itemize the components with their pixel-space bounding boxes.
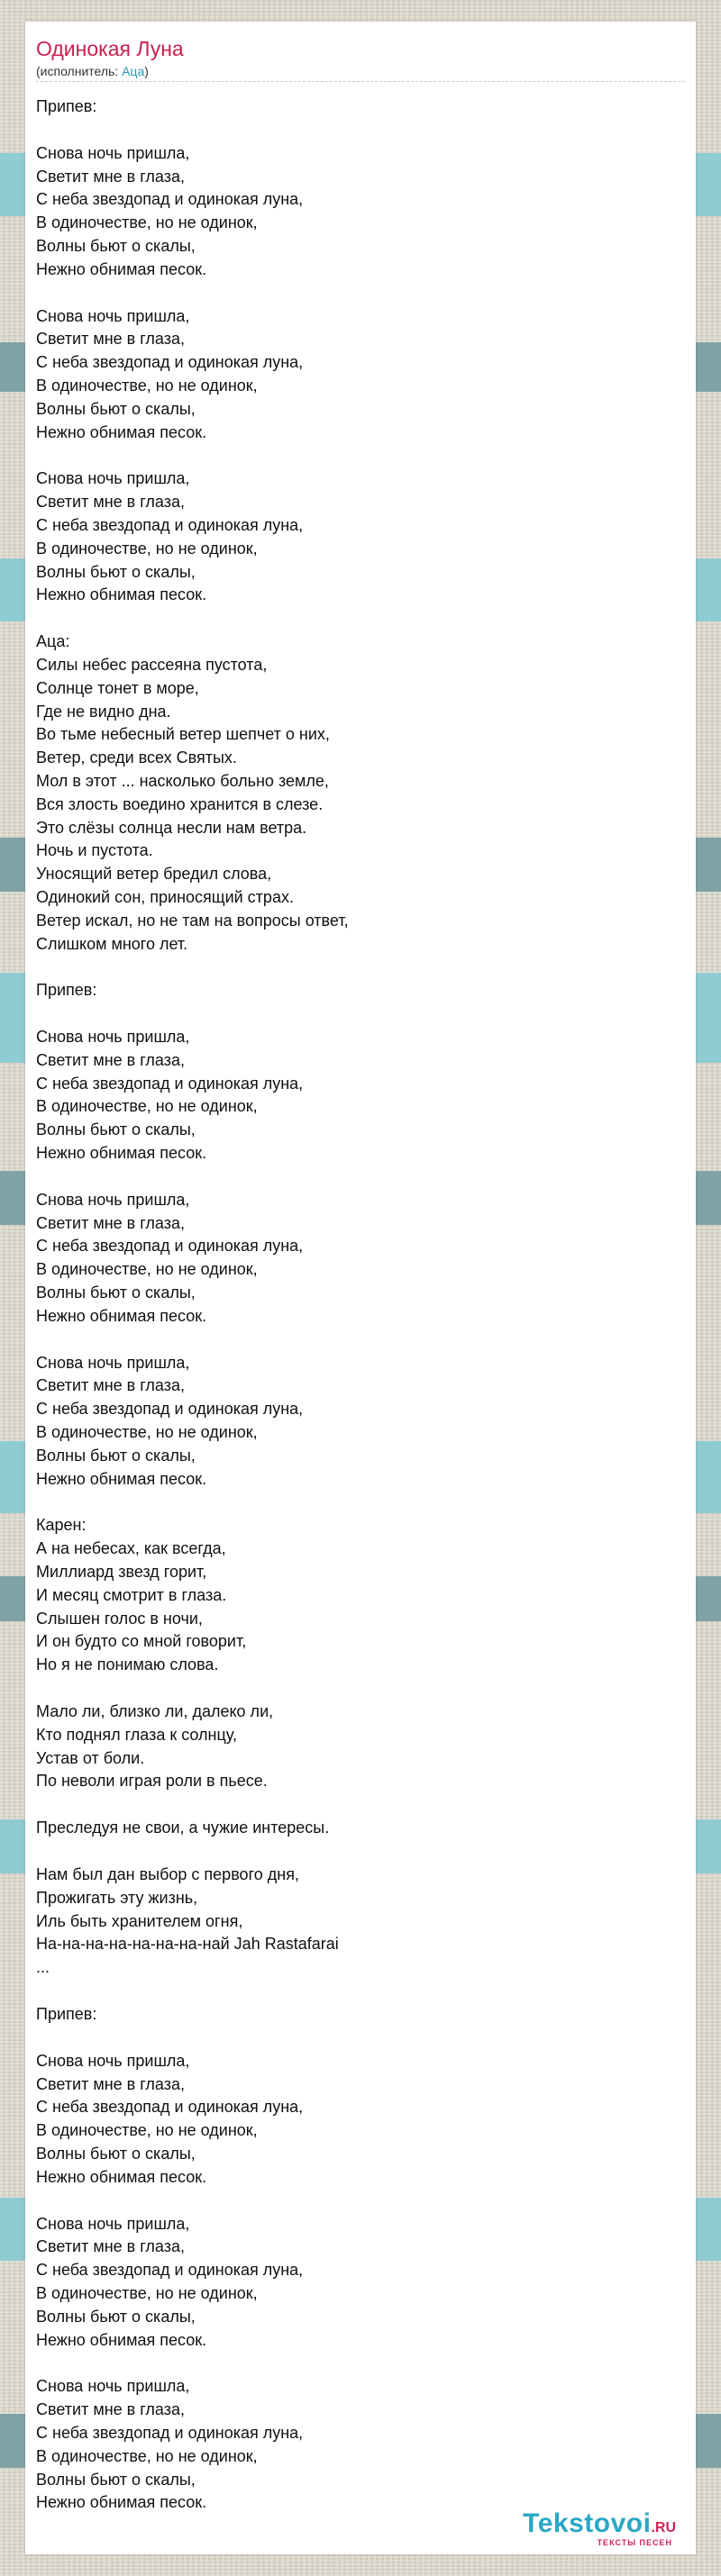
performer-prefix: (исполнитель: — [36, 64, 123, 78]
lyric-line: Нежно обнимая песок. — [36, 2493, 207, 2512]
lyric-line: Волны бьют о скалы, — [36, 2307, 196, 2326]
lyrics-stanza — [36, 305, 667, 445]
lyric-line: Карен: — [36, 1516, 87, 1535]
lyrics-stanza — [36, 1817, 667, 1840]
lyrics-stanza — [36, 95, 667, 119]
lyric-line: В одиночестве, но не одинок, — [36, 1097, 258, 1116]
lyric-line: Снова ночь пришла, — [36, 1028, 190, 1047]
lyric-line: Снова ночь пришла, — [36, 1190, 190, 1209]
lyric-line: Одинокий сон, приносящий страх. — [36, 887, 294, 906]
lyric-line: Уносящий ветер бредил слова, — [36, 865, 272, 884]
lyric-line: В одиночестве, но не одинок, — [36, 539, 258, 558]
song-title: Одинокая Луна — [36, 37, 184, 60]
lyrics-stanza — [36, 2375, 667, 2515]
lyric-line: С неба звездопад и одинокая луна, — [36, 515, 304, 534]
lyric-line: Ночь и пустота. — [36, 841, 153, 860]
logo-tagline: ТЕКСТЫ ПЕСЕН — [597, 2538, 672, 2547]
lyric-line: На-на-на-на-на-на-на-най Jah Rastafarai — [36, 1935, 339, 1954]
lyric-line: Снова ночь пришла, — [36, 306, 190, 325]
lyric-line: Нежно обнимая песок. — [36, 2330, 207, 2349]
lyric-line: И месяц смотрит в глаза. — [36, 1585, 227, 1604]
lyric-line: Волны бьют о скалы, — [36, 236, 196, 255]
lyric-line: С неба звездопад и одинокая луна, — [36, 353, 304, 372]
logo-name: Tekstovoi — [523, 2508, 652, 2538]
lyrics-stanza — [36, 2050, 667, 2190]
lyric-line: Снова ночь пришла, — [36, 143, 190, 162]
lyric-line: В одиночестве, но не одинок, — [36, 2121, 258, 2140]
lyric-line: Нежно обнимая песок. — [36, 259, 207, 278]
lyric-line: В одиночестве, но не одинок, — [36, 1260, 258, 1279]
lyric-line: Светит мне в глаза, — [36, 167, 185, 186]
performer-link[interactable]: Аца — [122, 64, 145, 78]
lyric-line: Слишком много лет. — [36, 934, 188, 953]
lyric-line: С неба звездопад и одинокая луна, — [36, 1400, 304, 1419]
lyrics-stanza — [36, 1026, 667, 1166]
lyric-line: В одиночестве, но не одинок, — [36, 1423, 258, 1442]
performer-line — [36, 63, 149, 79]
lyric-line: Светит мне в глаза, — [36, 1376, 185, 1395]
lyrics-stanza — [36, 2213, 667, 2353]
lyric-line: Это слёзы солнца несли нам ветра. — [36, 818, 307, 837]
lyric-line: С неба звездопад и одинокая луна, — [36, 1237, 304, 1256]
lyric-line: Слышен голос в ночи, — [36, 1609, 203, 1628]
lyric-line: Нежно обнимая песок. — [36, 2167, 207, 2186]
lyric-line: По неволи играя роли в пьесе. — [36, 1772, 268, 1791]
lyric-line: Миллиард звезд горит, — [36, 1563, 207, 1582]
lyric-line: Снова ночь пришла, — [36, 1353, 190, 1372]
lyric-line: Волны бьют о скалы, — [36, 1120, 196, 1139]
title-divider — [36, 81, 685, 82]
lyric-line: Снова ночь пришла, — [36, 2377, 190, 2396]
lyric-line: Светит мне в глаза, — [36, 1213, 185, 1232]
lyric-line: Снова ночь пришла, — [36, 2214, 190, 2233]
lyric-line: Волны бьют о скалы, — [36, 2144, 196, 2163]
lyric-line: В одиночестве, но не одинок, — [36, 2446, 258, 2465]
lyrics-stanza — [36, 1864, 667, 1980]
lyric-line: Припев: — [36, 981, 97, 1000]
lyric-line: Преследуя не свои, а чужие интересы. — [36, 1819, 330, 1837]
lyric-line: Кто поднял глаза к солнцу, — [36, 1725, 237, 1744]
lyric-line: Припев: — [36, 97, 97, 115]
lyric-line: Снова ночь пришла, — [36, 2051, 190, 2070]
lyrics-stanza — [36, 2003, 667, 2027]
lyrics-stanza — [36, 1701, 667, 1793]
lyric-line: Снова ночь пришла, — [36, 469, 190, 488]
lyric-line: Ветер, среди всех Святых. — [36, 748, 237, 767]
lyric-line: А на небесах, как всегда, — [36, 1539, 226, 1558]
lyrics-stanza — [36, 630, 667, 956]
lyric-line: В одиночестве, но не одинок, — [36, 2283, 258, 2302]
lyric-line: Силы небес рассеяна пустота, — [36, 655, 268, 674]
lyric-line: Нам был дан выбор с первого дня, — [36, 1865, 299, 1883]
lyric-line: Волны бьют о скалы, — [36, 1446, 196, 1465]
lyric-line: Волны бьют о скалы, — [36, 562, 196, 581]
lyrics-stanza — [36, 1352, 667, 1492]
lyric-line: Нежно обнимая песок. — [36, 422, 207, 441]
lyric-line: С неба звездопад и одинокая луна, — [36, 1074, 304, 1093]
lyrics-stanza — [36, 1189, 667, 1329]
lyric-line: Во тьме небесный ветер шепчет о них, — [36, 725, 330, 744]
lyric-line: С неба звездопад и одинокая луна, — [36, 190, 304, 209]
lyrics-card — [25, 22, 696, 2554]
lyric-line: Волны бьют о скалы, — [36, 2470, 196, 2489]
lyric-line: Нежно обнимая песок. — [36, 1469, 207, 1488]
lyric-line: Иль быть хранителем огня, — [36, 1911, 243, 1930]
lyrics-stanza — [36, 979, 667, 1002]
lyric-line: Светит мне в глаза, — [36, 493, 185, 512]
lyrics-stanza — [36, 467, 667, 607]
lyric-line: С неба звездопад и одинокая луна, — [36, 2098, 304, 2117]
lyric-line: Волны бьют о скалы, — [36, 1283, 196, 1302]
lyric-line: Светит мне в глаза, — [36, 2074, 185, 2093]
lyrics-text — [36, 95, 667, 2538]
lyric-line: Нежно обнимая песок. — [36, 585, 207, 604]
lyric-line: Припев: — [36, 2004, 97, 2023]
lyric-line: Светит мне в глаза, — [36, 2400, 185, 2419]
logo-tld: .RU — [651, 2520, 676, 2535]
lyric-line: Ветер искал, но не там на вопросы ответ, — [36, 911, 349, 930]
lyric-line: ... — [36, 1958, 50, 1977]
lyric-line: Светит мне в глаза, — [36, 2237, 185, 2256]
lyric-line: С неба звездопад и одинокая луна, — [36, 2423, 304, 2442]
lyric-line: Устав от боли. — [36, 1748, 145, 1767]
lyric-line: Мало ли, близко ли, далеко ли, — [36, 1702, 274, 1721]
lyric-line: Аца: — [36, 632, 70, 651]
lyrics-stanza — [36, 142, 667, 282]
site-logo[interactable] — [523, 2510, 676, 2547]
lyric-line: Нежно обнимая песок. — [36, 1306, 207, 1325]
lyric-line: Где не видно дна. — [36, 702, 171, 721]
lyric-line: Волны бьют о скалы, — [36, 399, 196, 418]
lyric-line: Светит мне в глаза, — [36, 330, 185, 349]
lyric-line: В одиночестве, но не одинок, — [36, 213, 258, 232]
lyrics-stanza — [36, 1514, 667, 1677]
lyric-line: Солнце тонет в море, — [36, 678, 199, 697]
lyric-line: В одиночестве, но не одинок, — [36, 376, 258, 395]
lyric-line: И он будто со мной говорит, — [36, 1632, 247, 1651]
lyric-line: Нежно обнимая песок. — [36, 1144, 207, 1163]
lyric-line: Но я не понимаю слова. — [36, 1655, 219, 1674]
lyric-line: С неба звездопад и одинокая луна, — [36, 2261, 304, 2280]
performer-suffix: ) — [144, 64, 149, 78]
lyric-line: Мол в этот ... насколько больно земле, — [36, 771, 329, 790]
lyric-line: Прожигать эту жизнь, — [36, 1888, 198, 1907]
lyric-line: Вся злость воедино хранится в слезе. — [36, 794, 324, 813]
lyric-line: Светит мне в глаза, — [36, 1050, 185, 1069]
